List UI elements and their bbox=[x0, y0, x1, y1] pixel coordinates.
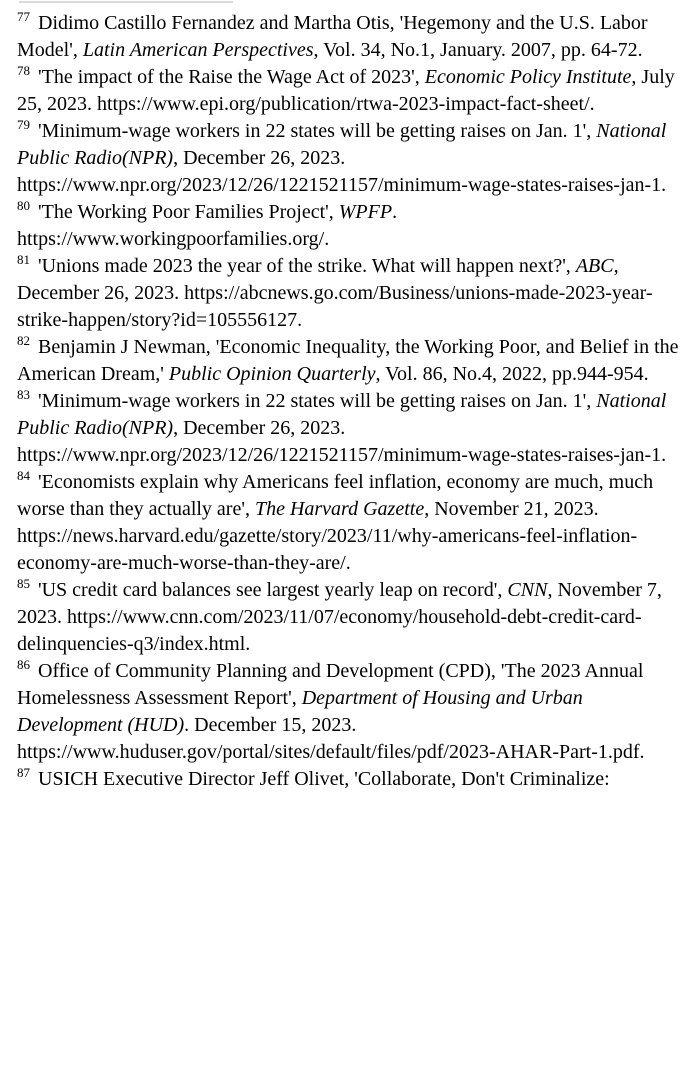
citation-source-italic: CNN bbox=[507, 579, 548, 601]
citation-source-italic: Department of Housing and Urban Development (HUD) bbox=[17, 687, 583, 736]
footnote-82 bbox=[17, 334, 684, 388]
footnote-text: , Vol. 86, No.4, 2022, pp.944-954. bbox=[375, 363, 649, 385]
footnote-number: 79 bbox=[17, 117, 30, 133]
citation-source-italic: National Public Radio(NPR) bbox=[17, 120, 667, 169]
footnote-number: 81 bbox=[17, 252, 30, 268]
footnote-text: 'Minimum-wage workers in 22 states will be getting raises on Jan. 1', bbox=[38, 390, 597, 412]
footnote-text: . December 15, 2023. https://www.huduser.gov/portal/sites/default/files/pdf/2023-AHAR-Part-1.pdf. bbox=[17, 714, 645, 763]
citation-source-italic: WPFP bbox=[338, 201, 393, 223]
footnote-text: . https://www.workingpoorfamilies.org/. bbox=[17, 201, 398, 250]
citation-source-italic: ABC bbox=[575, 255, 614, 277]
footnote-number: 78 bbox=[17, 63, 30, 79]
footnote-text: , November 7, 2023. https://www.cnn.com/2023/11/07/economy/household-debt-credit-card-delinquencies-q3/index.html. bbox=[17, 579, 662, 655]
footnote-text: 'Economists explain why Americans feel inflation, economy are much, much worse than they actually are', bbox=[17, 471, 654, 520]
footnote-81 bbox=[17, 253, 684, 334]
citation-source-italic: National Public Radio(NPR) bbox=[17, 390, 667, 439]
footnote-text: , December 26, 2023. https://www.npr.org/2023/12/26/1221521157/minimum-wage-states-raises-jan-1. bbox=[17, 147, 667, 196]
footnote-separator-line bbox=[19, 1, 233, 3]
footnote-77 bbox=[17, 10, 684, 64]
footnote-number: 82 bbox=[17, 333, 30, 349]
footnote-text: 'The impact of the Raise the Wage Act of 2023', bbox=[38, 66, 425, 88]
citation-source-italic: Latin American Perspectives bbox=[82, 39, 314, 61]
citation-source-italic: Economic Policy Institute bbox=[424, 66, 632, 88]
footnote-78 bbox=[17, 64, 684, 118]
footnote-83 bbox=[17, 388, 684, 469]
footnote-number: 85 bbox=[17, 576, 30, 592]
footnote-text: , December 26, 2023. https://www.npr.org/2023/12/26/1221521157/minimum-wage-states-raises-jan-1. bbox=[17, 417, 667, 466]
footnote-number: 83 bbox=[17, 387, 30, 403]
footnote-text: 'Minimum-wage workers in 22 states will be getting raises on Jan. 1', bbox=[38, 120, 597, 142]
footnote-number: 87 bbox=[17, 765, 30, 781]
footnote-number: 77 bbox=[17, 9, 30, 25]
footnote-text: , December 26, 2023. https://abcnews.go.com/Business/unions-made-2023-year-strike-happen/story?id=105556127. bbox=[17, 255, 653, 331]
citation-source-italic: The Harvard Gazette bbox=[254, 498, 425, 520]
footnote-number: 80 bbox=[17, 198, 30, 214]
footnote-text: , Vol. 34, No.1, January. 2007, pp. 64-72. bbox=[313, 39, 643, 61]
footnote-text: USICH Executive Director Jeff Olivet, 'Collaborate, Don't Criminalize: bbox=[38, 768, 610, 790]
footnote-87 bbox=[17, 766, 684, 793]
footnote-text: Office of Community Planning and Development (CPD), 'The 2023 Annual Homelessness Assessment Report', bbox=[17, 660, 644, 709]
footnote-79 bbox=[17, 118, 684, 199]
footnote-text: Didimo Castillo Fernandez and Martha Otis, 'Hegemony and the U.S. Labor Model', bbox=[17, 12, 648, 61]
footnote-number: 86 bbox=[17, 657, 30, 673]
footnote-text: 'Unions made 2023 the year of the strike. What will happen next?', bbox=[38, 255, 576, 277]
footnote-85 bbox=[17, 577, 684, 658]
footnote-84 bbox=[17, 469, 684, 577]
footnote-text: 'The Working Poor Families Project', bbox=[38, 201, 339, 223]
footnote-80 bbox=[17, 199, 684, 253]
citation-source-italic: Public Opinion Quarterly bbox=[168, 363, 376, 385]
footnote-text: , November 21, 2023. https://news.harvard.edu/gazette/story/2023/11/why-americans-feel-inflation-economy-are-much-worse-than-they-are/. bbox=[17, 498, 638, 574]
footnote-86 bbox=[17, 658, 684, 766]
footnote-text: Benjamin J Newman, 'Economic Inequality, the Working Poor, and Belief in the American Dream,' bbox=[17, 336, 679, 385]
footnote-text: , July 25, 2023. https://www.epi.org/publication/rtwa-2023-impact-fact-sheet/. bbox=[17, 66, 675, 115]
footnote-number: 84 bbox=[17, 468, 30, 484]
footnote-text: 'US credit card balances see largest yearly leap on record', bbox=[38, 579, 508, 601]
